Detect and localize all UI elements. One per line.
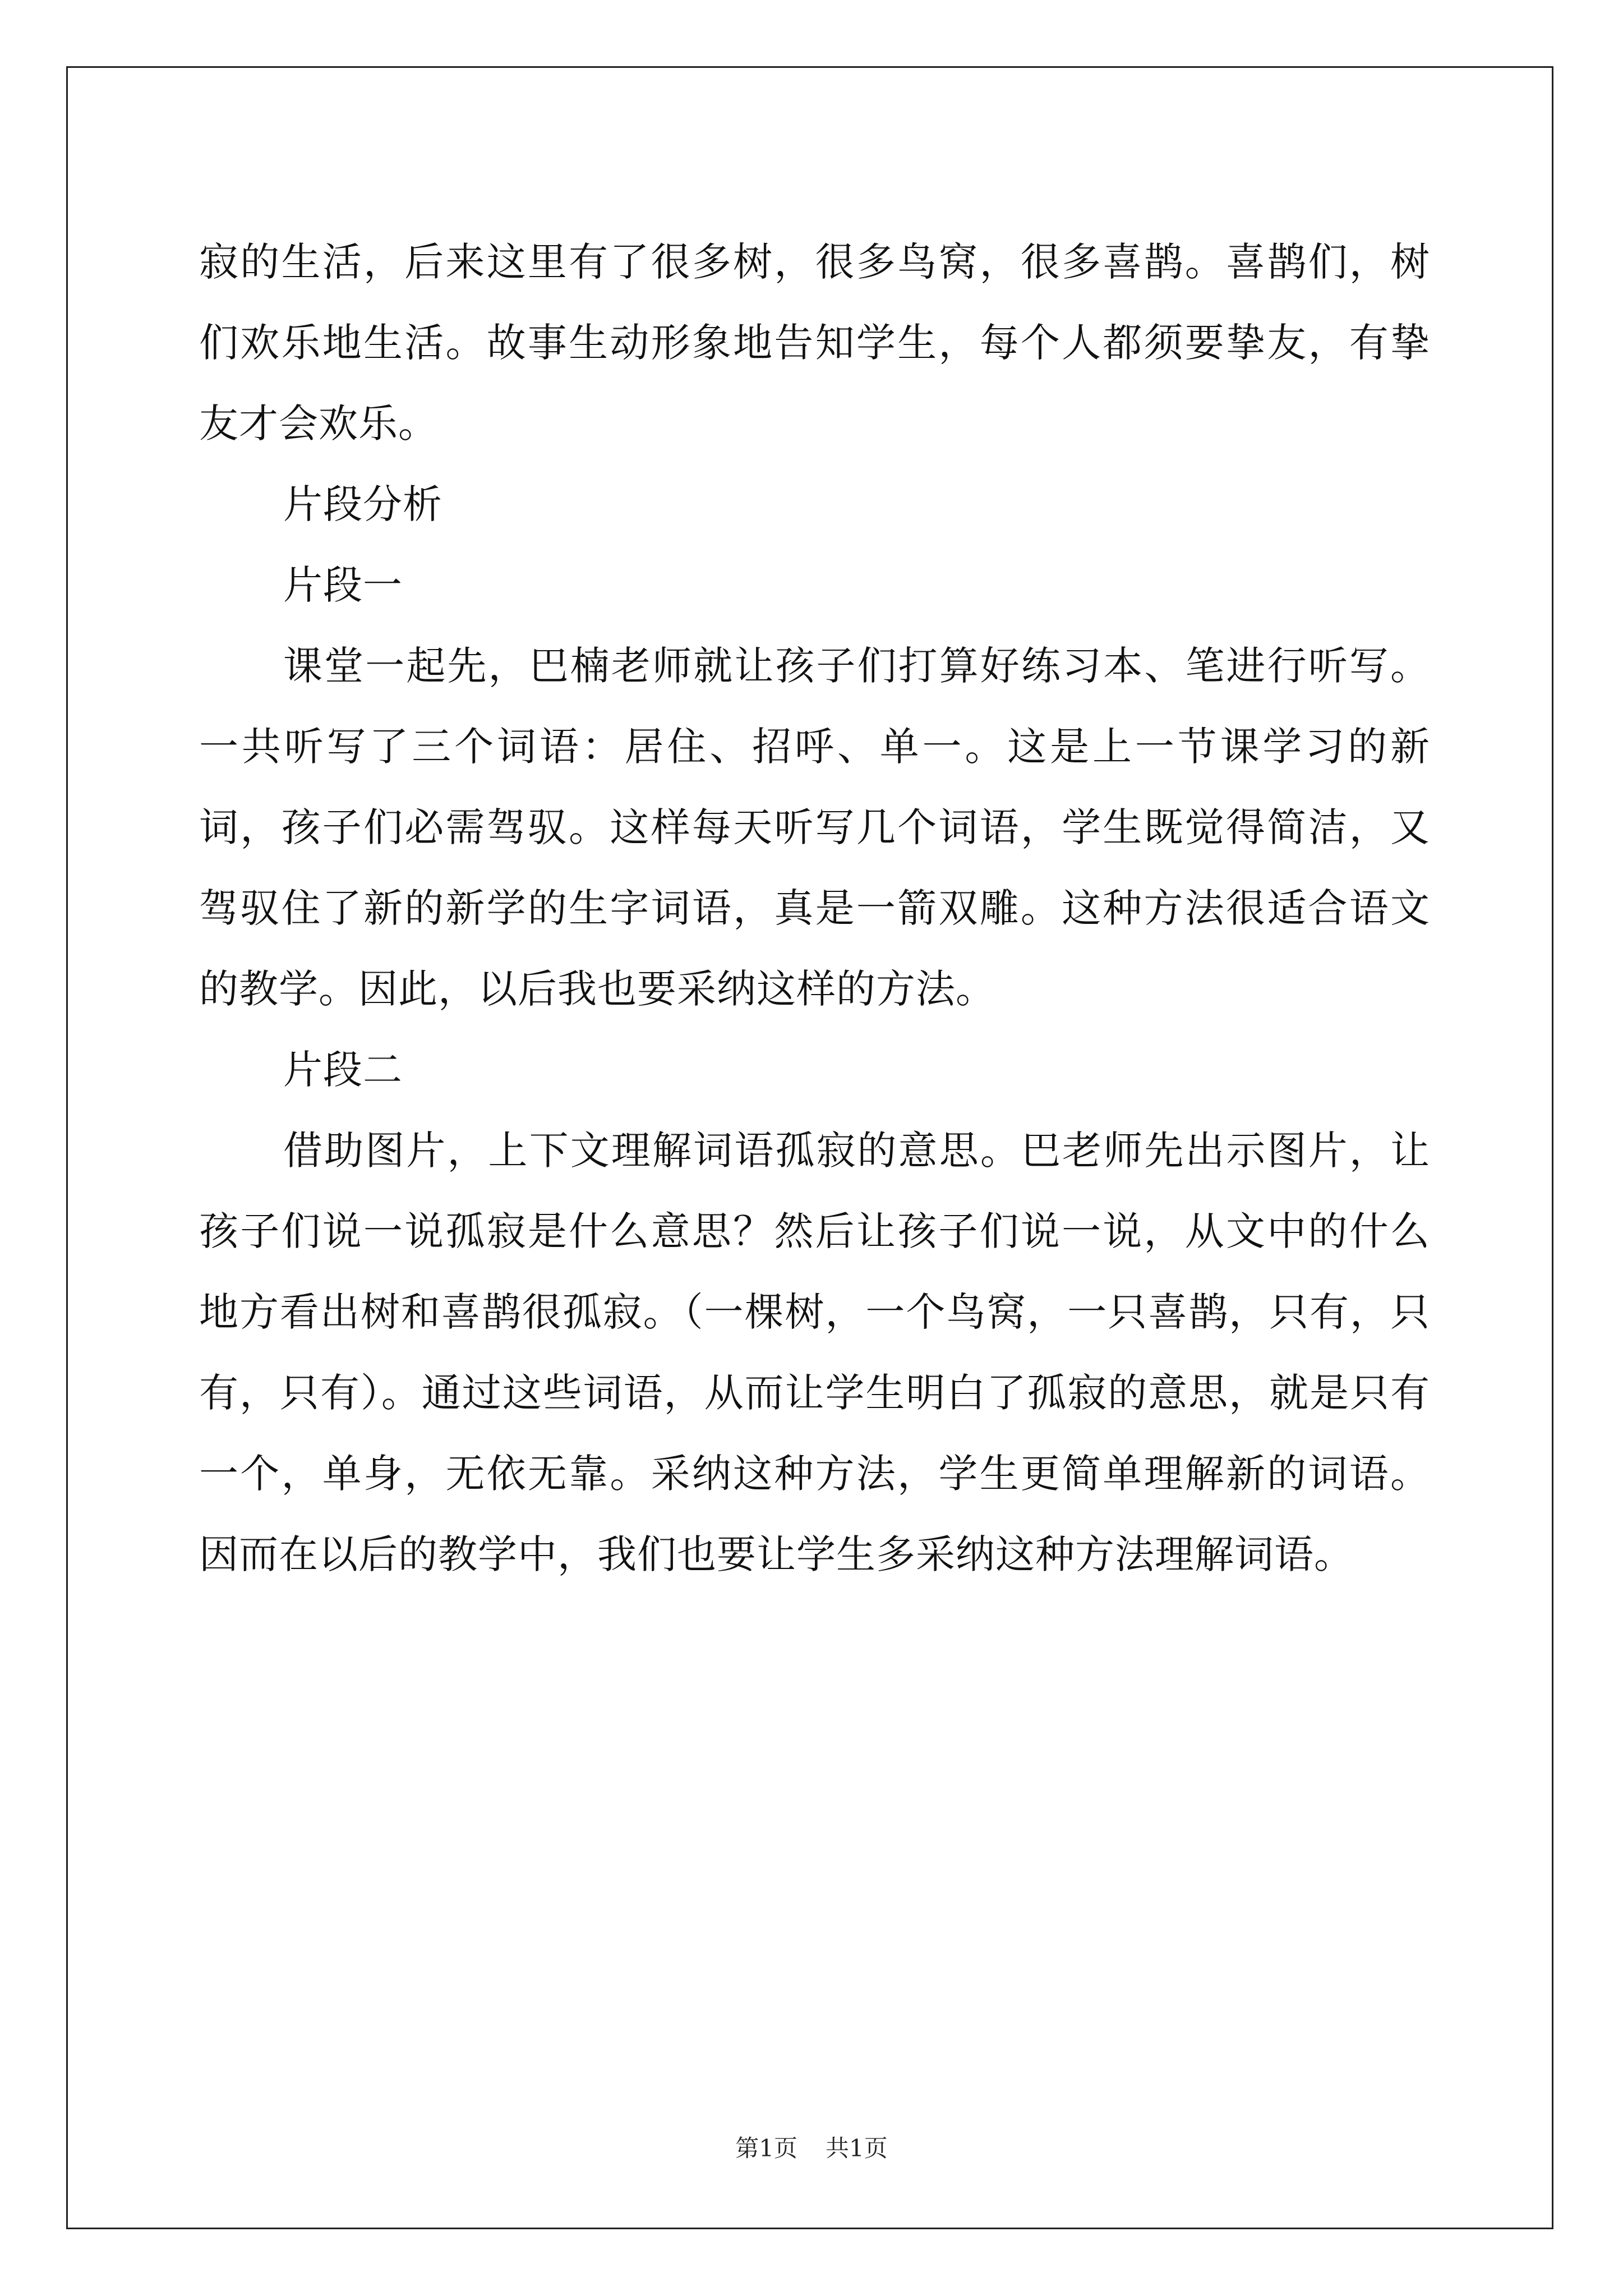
section-heading-analysis: 片段分析 <box>283 481 442 527</box>
paragraph-continuation: 寂的生活，后来这里有了很多树，很多鸟窝，很多喜鹊。喜鹊们，树们欢乐地生活。故事生动形象地告知学生，每个人都须要挚友，有挚友才会欢乐。 <box>199 239 1430 447</box>
subheading-segment-two: 片段二 <box>283 1047 403 1093</box>
page-number-current: 第1页 <box>735 2134 797 2162</box>
page-footer <box>0 2132 1623 2165</box>
paragraph-segment-two: 借助图片，上下文理解词语孤寂的意思。巴老师先出示图片，让孩子们说一说孤寂是什么意思？然后让孩子们说一说，从文中的什么地方看出树和喜鹊很孤寂。（一棵树，一个鸟窝，一只喜鹊，只有，只有，只有）。通过这些词语，从而让学生明白了孤寂的意思，就是只有一个，单身，无依无靠。采纳这种方法，学生更简单理解新的词语。因而在以后的教学中，我们也要让学生多采纳这种方法理解词语。 <box>199 1128 1430 1577</box>
document-body <box>199 222 1430 1595</box>
page-number-total: 共1页 <box>826 2134 888 2162</box>
paragraph-segment-one: 课堂一起先，巴楠老师就让孩子们打算好练习本、笔进行听写。一共听写了三个词语：居住、招呼、单一。这是上一节课学习的新词，孩子们必需驾驭。这样每天听写几个词语，学生既觉得简洁，又驾驭住了新的新学的生字词语，真是一箭双雕。这种方法很适合语文的教学。因此，以后我也要采纳这样的方法。 <box>199 643 1430 1012</box>
subheading-segment-one: 片段一 <box>283 562 403 608</box>
